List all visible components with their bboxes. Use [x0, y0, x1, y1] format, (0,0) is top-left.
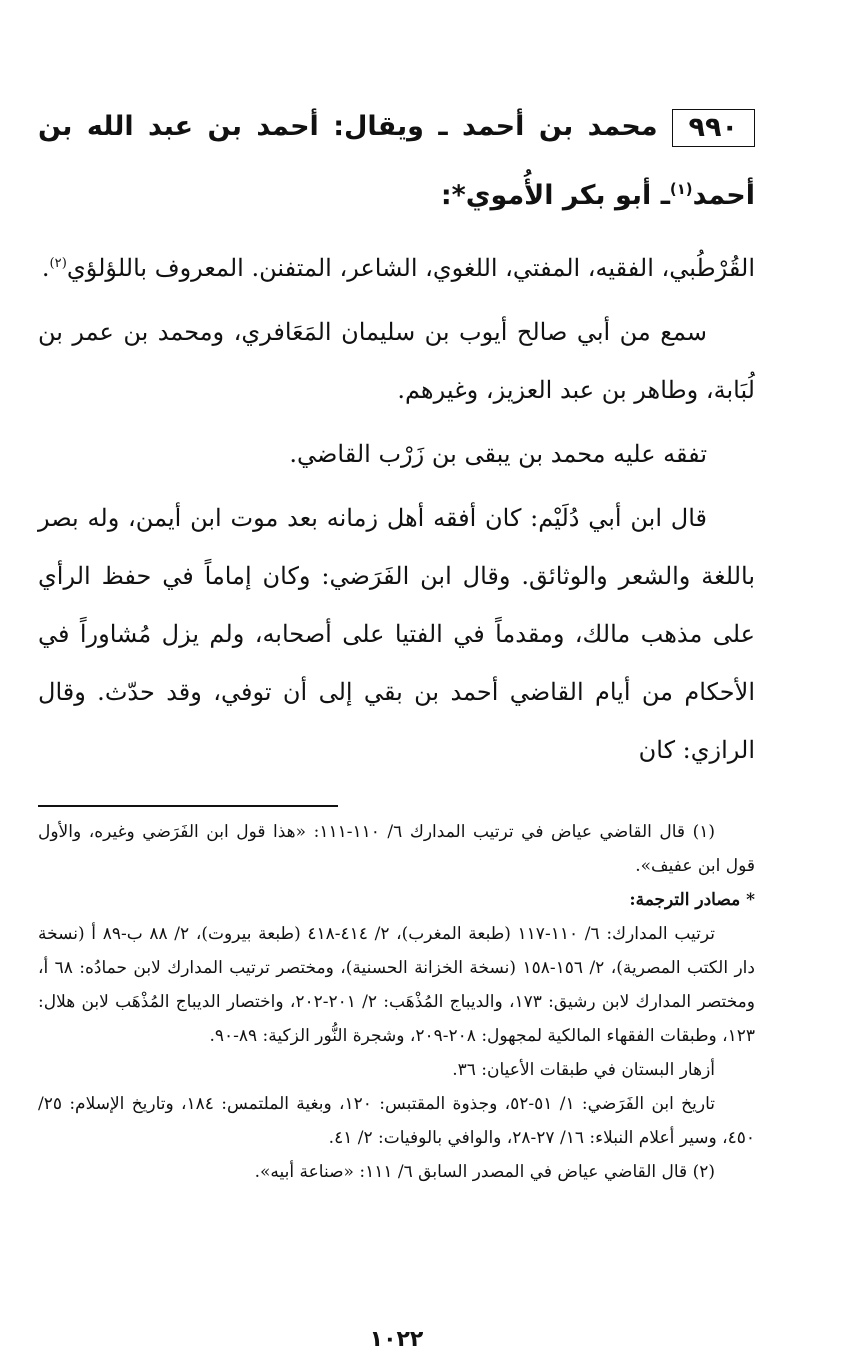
sources-marker: * [451, 180, 466, 211]
entry-heading [38, 96, 755, 227]
teachers-paragraph: سمع من أبي صالح أيوب بن سليمان المَعَافري، ومحمد بن عمر بن لُبَابة، وطاهر بن عبد العزيز، وغيرهم. [38, 318, 755, 404]
sources-list-2: أزهار البستان في طبقات الأعيان: ٣٦. [452, 1060, 715, 1080]
sources-list-1: ترتيب المدارك: ٦/ ١١٠-١١٧ (طبعة المغرب)، ٢/ ٤١٤-٤١٨ (طبعة بيروت)، ٢/ ٨٨ ب-٨٩ أ (نسخة دار الكتب المصرية)، ٢/ ١٥٦-١٥٨ (نسخة الخزانة الحسنية)، ومختصر ترتيب المدارك لابن حمادُه: ٦٨ أ، ومختصر المدارك لابن رشيق: ١٧٣، والديباج المُذْهَب: ٢/ ٢٠١-٢٠٢، واختصار الديباج المُذْهَب لابن هلال: ١٢٣، وطبقات الفقهاء المالكية لمجهول: ٢٠٨-٢٠٩، وشجرة النُّور الزكية: ٨٩-٩٠. [38, 924, 755, 1046]
students-paragraph: تفقه عليه محمد بن يبقى بن زَرْب القاضي. [289, 440, 707, 468]
sources-list-3: تاريخ ابن الفَرَضي: ١/ ٥١-٥٢، وجذوة المقتبس: ١٢٠، وبغية الملتمس: ١٨٤، وتاريخ الإسلام: ٢٥/ ٤٥٠، وسير أعلام النبلاء: ١٦/ ٢٧-٢٨، والوافي بالوفيات: ٢/ ٤١. [38, 1094, 755, 1148]
description-end: . [41, 254, 50, 282]
footnote-ref-1: (١) [669, 180, 693, 198]
book-page [38, 96, 755, 1352]
entry-name: محمد بن أحمد ـ ويقال: أحمد بن عبد الله بن أحمد [38, 111, 755, 211]
biography-paragraph: قال ابن أبي دُلَيْم: كان أفقه أهل زمانه بعد موت ابن أيمن، وله بصر باللغة والشعر والوثائق. وقال ابن الفَرَضي: وكان إماماً في حفظ الرأي على مذهب مالك، ومقدماً في الفتيا على أصحابه، ولم يزل مُشاوراً في الأحكام من أيام القاضي أحمد بن بقي إلى أن توفي، وقد حدّث. وقال الرازي: كان [38, 504, 755, 764]
entry-number-box: ٩٩٠ [672, 109, 755, 147]
footnote-ref-2: (٢) [49, 256, 67, 271]
page-number: ١٠٢٢ [369, 1327, 424, 1352]
description-text: القُرْطُبي، الفقيه، المفتي، اللغوي، الشاعر، المتفنن. المعروف باللؤلؤي [66, 254, 755, 282]
footnote-divider [38, 805, 338, 807]
footnote-2: (٢) قال القاضي عياض في المصدر السابق ٦/ ١١١: «صناعة أبيه». [254, 1162, 715, 1182]
description-paragraph [38, 235, 755, 297]
footnote-1: (١) قال القاضي عياض في ترتيب المدارك ٦/ ١١٠-١١١: «هذا قول ابن الفَرَضي وغيره، والأول قول ابن عفيف». [38, 822, 755, 876]
sources-title: * مصادر الترجمة: [629, 890, 755, 910]
entry-name-tail: ـ أبو بكر الأُموي [465, 180, 670, 211]
heading-colon: : [440, 180, 452, 211]
